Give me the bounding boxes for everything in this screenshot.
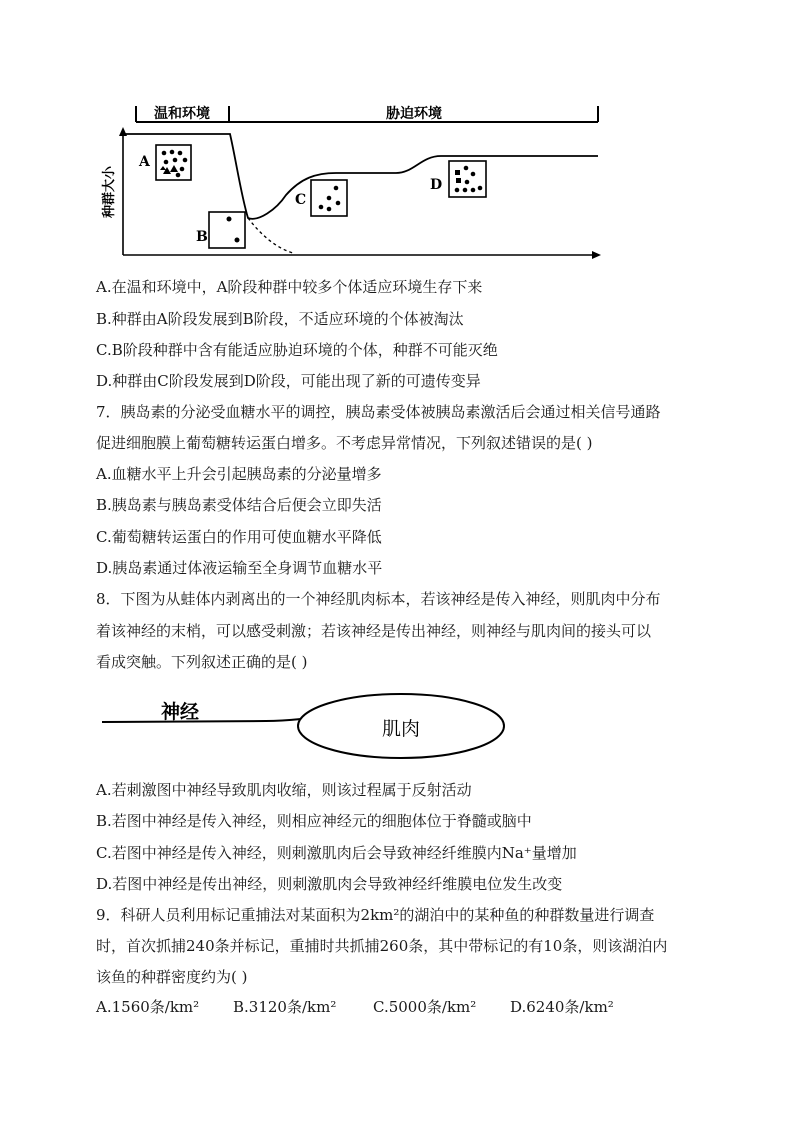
nerve-label: 神经 (161, 701, 200, 723)
population-curve (123, 134, 598, 219)
q6-option-a[interactable]: A.在温和环境中，A阶段种群中较多个体适应环境生存下来 (96, 278, 483, 296)
q6-option-c[interactable]: C.B阶段种群中含有能适应胁迫环境的个体，种群不可能灭绝 (96, 341, 498, 359)
q8-stem-line3: 看成突触。下列叙述正确的是( ) (96, 653, 308, 671)
q9-stem-line3: 该鱼的种群密度约为( ) (96, 968, 248, 986)
q9-stem-line1: 9．科研人员利用标记重捕法对某面积为2km²的湖泊中的某种鱼的种群数量进行调查 (96, 906, 655, 924)
q7-option-b[interactable]: B.胰岛素与胰岛素受体结合后便会立即失活 (96, 496, 382, 514)
q9-option-d[interactable]: D.6240条/km² (510, 998, 614, 1016)
q9-options (96, 996, 696, 1018)
q8-option-b[interactable]: B.若图中神经是传入神经，则相应神经元的细胞体位于脊髓或脑中 (96, 812, 532, 830)
q9-option-a[interactable]: A.1560条/km² (96, 998, 200, 1016)
stage-box-b (209, 212, 245, 248)
q9-option-b[interactable]: B.3120条/km² (233, 998, 337, 1016)
x-axis-arrow (592, 251, 601, 259)
q9-stem-line2: 时，首次抓捕240条并标记，重捕时共抓捕260条，其中带标记的有10条，则该湖泊内 (96, 937, 668, 955)
stage-box-a (156, 145, 191, 180)
q7-stem-line1: 7．胰岛素的分泌受血糖水平的调控，胰岛素受体被胰岛素激活后会通过相关信号通路 (96, 403, 661, 421)
header-stress-env: 胁迫环境 (386, 106, 442, 122)
q9-option-c[interactable]: C.5000条/km² (373, 998, 477, 1016)
q8-stem-line2: 着该神经的末梢，可以感受刺激；若该神经是传出神经，则神经与肌肉间的接头可以 (96, 622, 652, 640)
q7-option-c[interactable]: C.葡萄糖转运蛋白的作用可使血糖水平降低 (96, 528, 382, 546)
q8-option-a[interactable]: A.若刺激图中神经导致肌肉收缩，则该过程属于反射活动 (96, 781, 472, 799)
nerve-muscle-figure (96, 688, 516, 768)
stage-label-b: B (196, 229, 208, 245)
extinction-dashed-curve (248, 218, 293, 253)
q8-stem-line1: 8．下图为从蛙体内剥离出的一个神经肌肉标本，若该神经是传入神经，则肌肉中分布 (96, 590, 661, 608)
stage-label-a: A (139, 154, 150, 170)
q6-option-b[interactable]: B.种群由A阶段发展到B阶段，不适应环境的个体被淘汰 (96, 310, 464, 328)
y-axis-label: 种群大小 (102, 165, 117, 219)
q6-option-d[interactable]: D.种群由C阶段发展到D阶段，可能出现了新的可遗传变异 (96, 372, 481, 390)
q8-option-d[interactable]: D.若图中神经是传出神经，则刺激肌肉会导致神经纤维膜电位发生改变 (96, 875, 563, 893)
q7-option-d[interactable]: D.胰岛素通过体液运输至全身调节血糖水平 (96, 559, 383, 577)
population-figure (96, 100, 606, 266)
nerve-line (102, 719, 301, 722)
stage-label-c: C (295, 192, 307, 208)
header-mild-env: 温和环境 (154, 106, 210, 122)
stage-label-d: D (430, 177, 443, 193)
q7-option-a[interactable]: A.血糖水平上升会引起胰岛素的分泌量增多 (96, 465, 382, 483)
stage-box-c (311, 180, 347, 216)
q7-stem-line2: 促进细胞膜上葡萄糖转运蛋白增多。不考虑异常情况，下列叙述错误的是( ) (96, 434, 593, 452)
muscle-label: 肌肉 (381, 718, 421, 740)
stage-box-d (449, 161, 486, 197)
q8-option-c[interactable]: C.若图中神经是传入神经，则刺激肌肉后会导致神经纤维膜内Na⁺量增加 (96, 844, 577, 862)
